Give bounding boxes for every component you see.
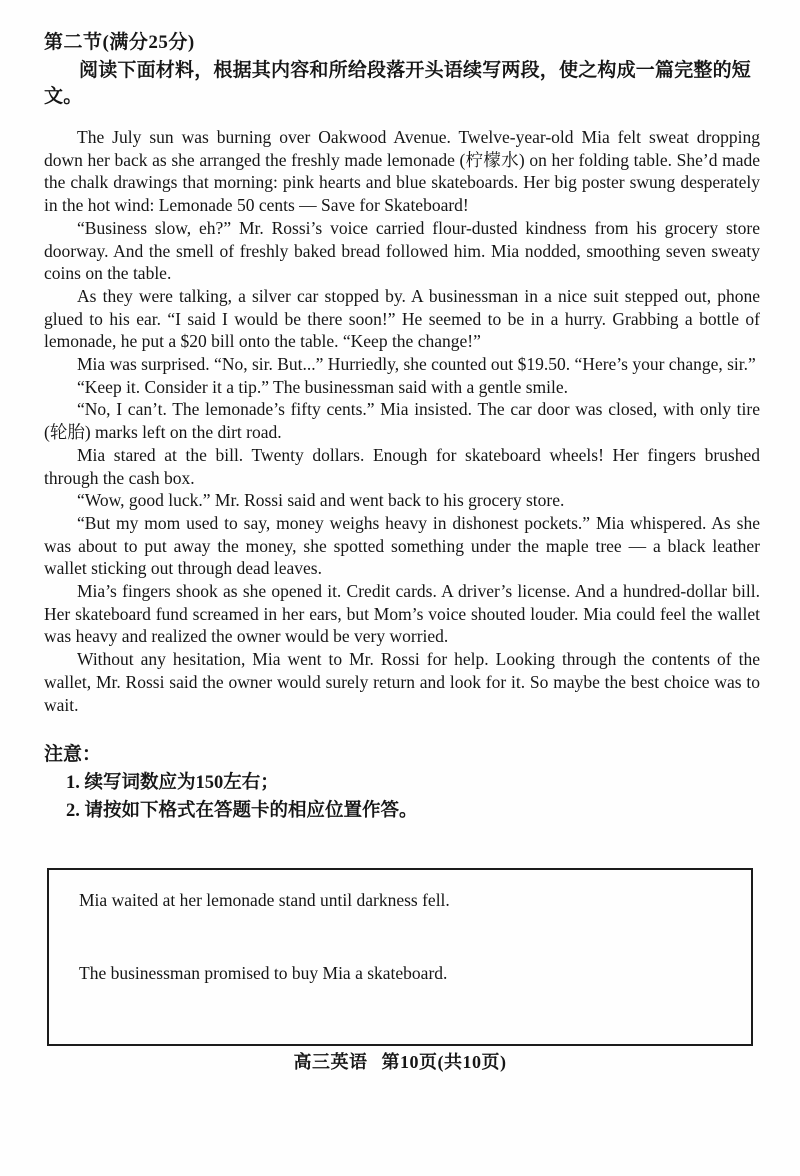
story-paragraph-4: Mia was surprised. “No, sir. But...” Hurriedly, she counted out $19.50. “Here’s your change, sir.” bbox=[77, 354, 756, 375]
story-paragraph-10: Mia’s fingers shook as she opened it. Credit cards. A driver’s license. And a hundred-dollar bill. Her skateboard fund screamed in her ears, but Mom’s voice shouted louder. Mia could feel the wallet was heavy and realized the owner would be very worried. bbox=[44, 581, 760, 647]
notes-section bbox=[44, 742, 760, 824]
notes-label: 注意： bbox=[44, 744, 102, 766]
story-paragraph-5: “Keep it. Consider it a tip.” The businessman said with a gentle smile. bbox=[77, 376, 569, 397]
story-paragraph-11: Without any hesitation, Mia went to Mr. Rossi for help. Looking through the contents of the wallet, Mr. Rossi said the owner would surely return and look for it. So maybe the best choice was to wait. bbox=[44, 649, 760, 715]
story-paragraph-2: “Business slow, eh?” Mr. Rossi’s voice carried flour-dusted kindness from his grocery store doorway. And the smell of freshly baked bread followed him. Mia nodded, smoothing seven sweaty coins on the table. bbox=[44, 217, 760, 284]
note-item-word-count: 1. 续写词数应为150左右； bbox=[66, 773, 279, 794]
continuation-paragraph2-opening: The businessman promised to buy Mia a skateboard. bbox=[79, 963, 448, 984]
note-item-answer-format: 2. 请按如下格式在答题卡的相应位置作答。 bbox=[66, 801, 418, 822]
page-content bbox=[44, 30, 760, 1046]
answer-format-box bbox=[47, 868, 753, 1046]
story-paragraph-1: The July sun was burning over Oakwood Avenue. Twelve-year-old Mia felt sweat dropping down her back as she arranged the freshly made lemonade (柠檬水) on her folding table. She’d made the chalk drawings that morning: pink hearts and blue skateboards. Her big poster swung desperately in the hot wind: Lemonade 50 cents — Save for Skateboard! bbox=[44, 127, 760, 216]
footer-course-label: 高三英语 bbox=[293, 1052, 368, 1072]
story-paragraph-8: “Wow, good luck.” Mr. Rossi said and went back to his grocery store. bbox=[77, 490, 565, 511]
page-footer bbox=[0, 1048, 800, 1074]
section-heading: 第二节(满分25分) bbox=[44, 32, 195, 53]
story-passage bbox=[44, 126, 760, 716]
story-paragraph-3: As they were talking, a silver car stopped by. A businessman in a nice suit stepped out, phone glued to his ear. “I said I would be there soon!” He seemed to be in a hurry. Grabbing a bottle of lemonade, he put a $20 bill onto the table. “Keep the change!” bbox=[44, 285, 760, 352]
story-paragraph-6: “No, I can’t. The lemonade’s fifty cents.” Mia insisted. The car door was closed, with only tire (轮胎) marks left on the dirt road. bbox=[44, 399, 760, 443]
story-paragraph-9: “But my mom used to say, money weighs heavy in dishonest pockets.” Mia whispered. As she was about to put away the money, she spotted something under the maple tree — a black leather wallet sticking out through dead leaves. bbox=[44, 512, 760, 579]
task-instruction: 阅读下面材料，根据其内容和所给段落开头语续写两段，使之构成一篇完整的短文。 bbox=[44, 60, 752, 107]
continuation-paragraph1-opening: Mia waited at her lemonade stand until darkness fell. bbox=[79, 890, 450, 911]
footer-page-number: 第10页(共10页) bbox=[381, 1052, 507, 1072]
story-paragraph-7: Mia stared at the bill. Twenty dollars. Enough for skateboard wheels! Her fingers brushed through the cash box. bbox=[44, 444, 760, 488]
